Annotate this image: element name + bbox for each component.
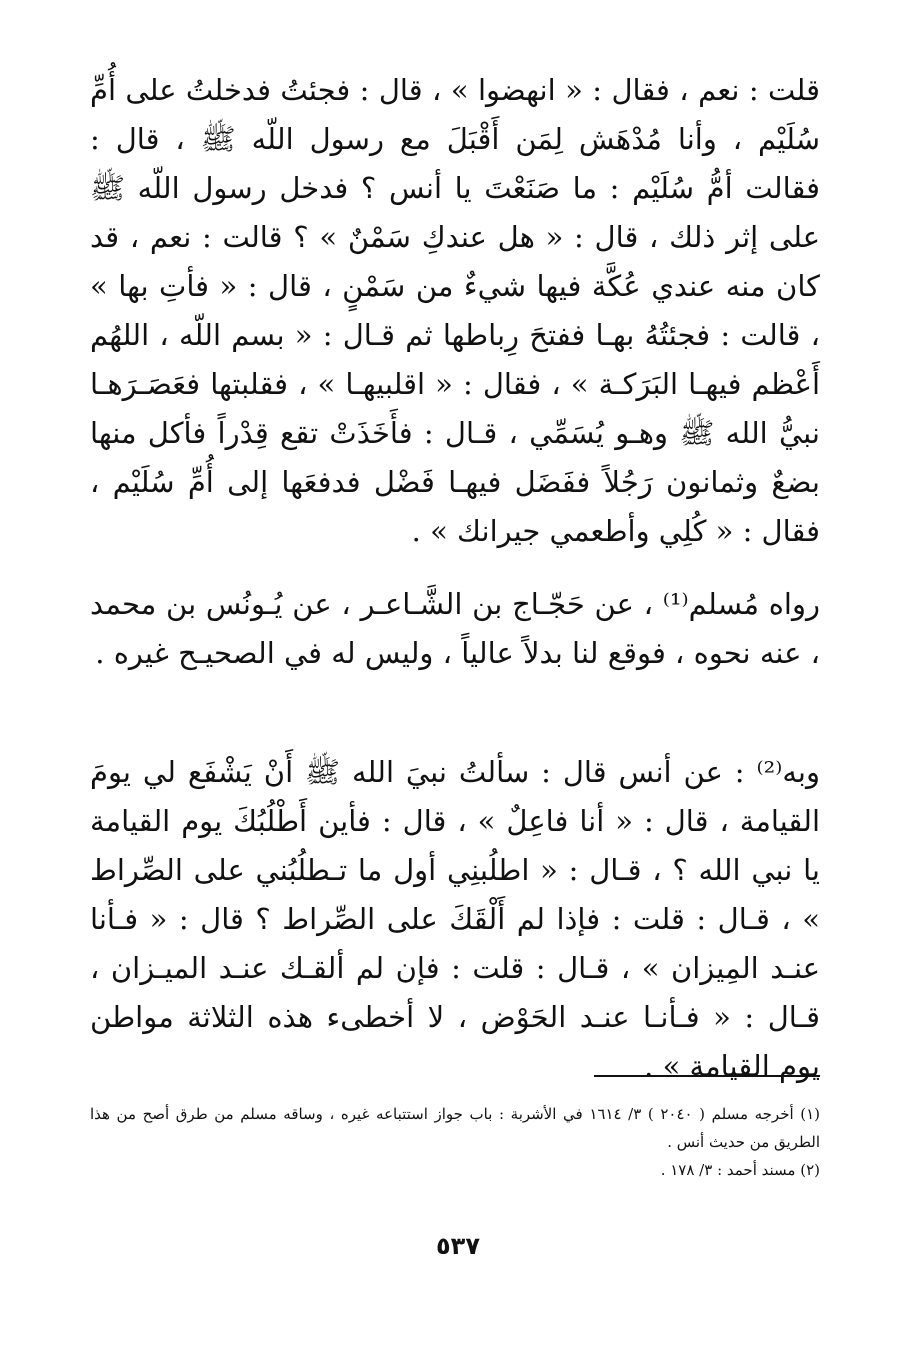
footnote-divider bbox=[594, 1075, 820, 1077]
footnotes bbox=[90, 1100, 820, 1184]
body-paragraph-2: رواه مُسلم⁽¹⁾ ، عن حَجّـاج بن الشَّـاعـر ، عن يُـونُس بن محمد ، عنه نحوه ، فوقع لنا بدلاً عالياً ، وليس له في الصحيـح غيره . bbox=[90, 587, 820, 670]
body-paragraph-1: قلت : نعم ، فقال : « انهضوا » ، قال : فجئتُ فدخلتُ على أُمِّ سُلَيْم ، وأنا مُدْهَش لِمَن أَقْبَلَ مع رسول اللّه ﷺ ، قال : فقالت أمُّ سُلَيْم : ما صَنَعْتَ يا أنس ؟ فدخل رسول اللّه ﷺ على إثر ذلك ، قال : « هل عندكِ سَمْنٌ » ؟ قالت : نعم ، قد كان منه عندي عُكَّة فيها شيءٌ من سَمْنٍ ، قال : « فأتِ بها » ، قالت : فجئتُهُ بهـا ففتحَ رِباطها ثم قـال : « بسم اللّه ، اللهُم أَعْظم فيهـا البَرَكـة » ، فقال : « اقلبيهـا » ، فقلبتها فعَصَـرَهـا نبيُّ الله ﷺ وهـو يُسَمِّي ، قـال : فأَخَذَتْ تقع قِدْراً فأكل منها بضعٌ وثمانون رَجُلاً ففَضَل فيهـا فَضْل فدفعَها إلى أُمِّ سُلَيْم ، فقال : « كُلِي وأطعمي جيرانك » . bbox=[90, 73, 820, 548]
body-paragraph-3: وبه⁽²⁾ : عن أنس قال : سألتُ نبيَ الله ﷺ أَنْ يَشْفَع لي يومَ القيامة ، قال : « أنا فاعِلٌ » ، قال : فأين أَطْلُبُكَ يوم القيامة يا نبي الله ؟ ، قـال : « اطلُبنِي أول ما تـطلُبُني على الصِّراط » ، قـال : قلت : فإذا لم أَلْقَكَ على الصِّراط ؟ قال : « فـأنا عنـد المِيزان » ، قـال : قلت : فإن لم ألقـك عنـد الميـزان ، قـال : « فـأنـا عنـد الحَوْض ، لا أخطىء هذه الثلاثة مواطن يوم القيامة » . bbox=[90, 755, 820, 1083]
footnote-1: (١) أخرجه مسلم ( ٢٠٤٠ ) ٣/ ١٦١٤ في الأشربة : باب جواز استتباعه غيره ، وساقه مسلم من طرق أصح من هذا الطريق من حديث أنس . bbox=[90, 1105, 821, 1151]
page-number: ٥٣٧ bbox=[436, 1232, 480, 1260]
footnote-2: (٢) مسند أحمد : ٣/ ١٧٨ . bbox=[660, 1161, 820, 1179]
